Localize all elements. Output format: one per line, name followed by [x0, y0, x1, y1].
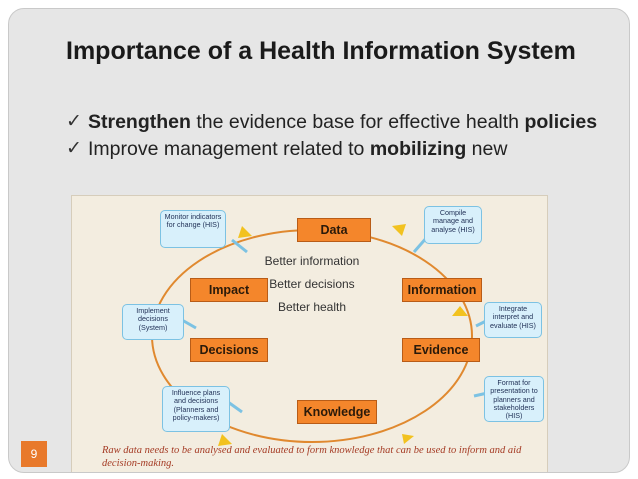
- checkmark-icon: ✓: [66, 111, 82, 132]
- checkmark-icon: ✓: [66, 138, 82, 159]
- node-information: Information: [402, 278, 482, 302]
- bubble-format: Format for presentation to planners and stakeholders (HIS): [484, 376, 544, 422]
- bullet-text: Improve management related to: [88, 138, 370, 160]
- center-line: Better decisions: [269, 277, 355, 291]
- his-cycle-diagram: [71, 195, 548, 473]
- center-line: Better health: [277, 300, 347, 314]
- node-evidence: Evidence: [402, 338, 480, 362]
- bullet-bold: Strengthen: [88, 111, 191, 133]
- arrow-icon: [238, 226, 252, 238]
- node-data: Data: [297, 218, 371, 242]
- arrow-icon: [402, 434, 414, 444]
- bubble-integrate: Integrate interpret and evaluate (HIS): [484, 302, 542, 338]
- bullet-list: [66, 109, 606, 163]
- bullet-item: [66, 136, 606, 162]
- node-knowledge: Knowledge: [297, 400, 377, 424]
- bullet-text: the evidence base for effective health: [190, 111, 525, 133]
- slide: [8, 8, 630, 473]
- bullet-text: new: [466, 138, 508, 160]
- figure-caption: Raw data needs to be analysed and evaluated to form knowledge that can be used to inform and aid decision-making.: [102, 445, 522, 469]
- bubble-influence: Influence plans and decisions (Planners and policy-makers): [162, 386, 230, 432]
- center-benefits: [247, 254, 377, 323]
- node-decisions: Decisions: [190, 338, 268, 362]
- arrow-icon: [392, 224, 406, 236]
- bubble-monitor: Monitor indicators for change (HIS): [160, 210, 226, 248]
- bullet-bold: policies: [524, 111, 598, 133]
- bubble-implement: Implement decisions (System): [122, 304, 184, 340]
- bullet-bold: mobilizing: [369, 138, 467, 160]
- page-number: 9: [21, 441, 47, 467]
- slide-title: Importance of a Health Information System: [66, 37, 576, 65]
- bubble-compile: Compile manage and analyse (HIS): [424, 206, 482, 244]
- bullet-item: [66, 109, 606, 135]
- center-line: Better information: [264, 254, 360, 268]
- node-impact: Impact: [190, 278, 268, 302]
